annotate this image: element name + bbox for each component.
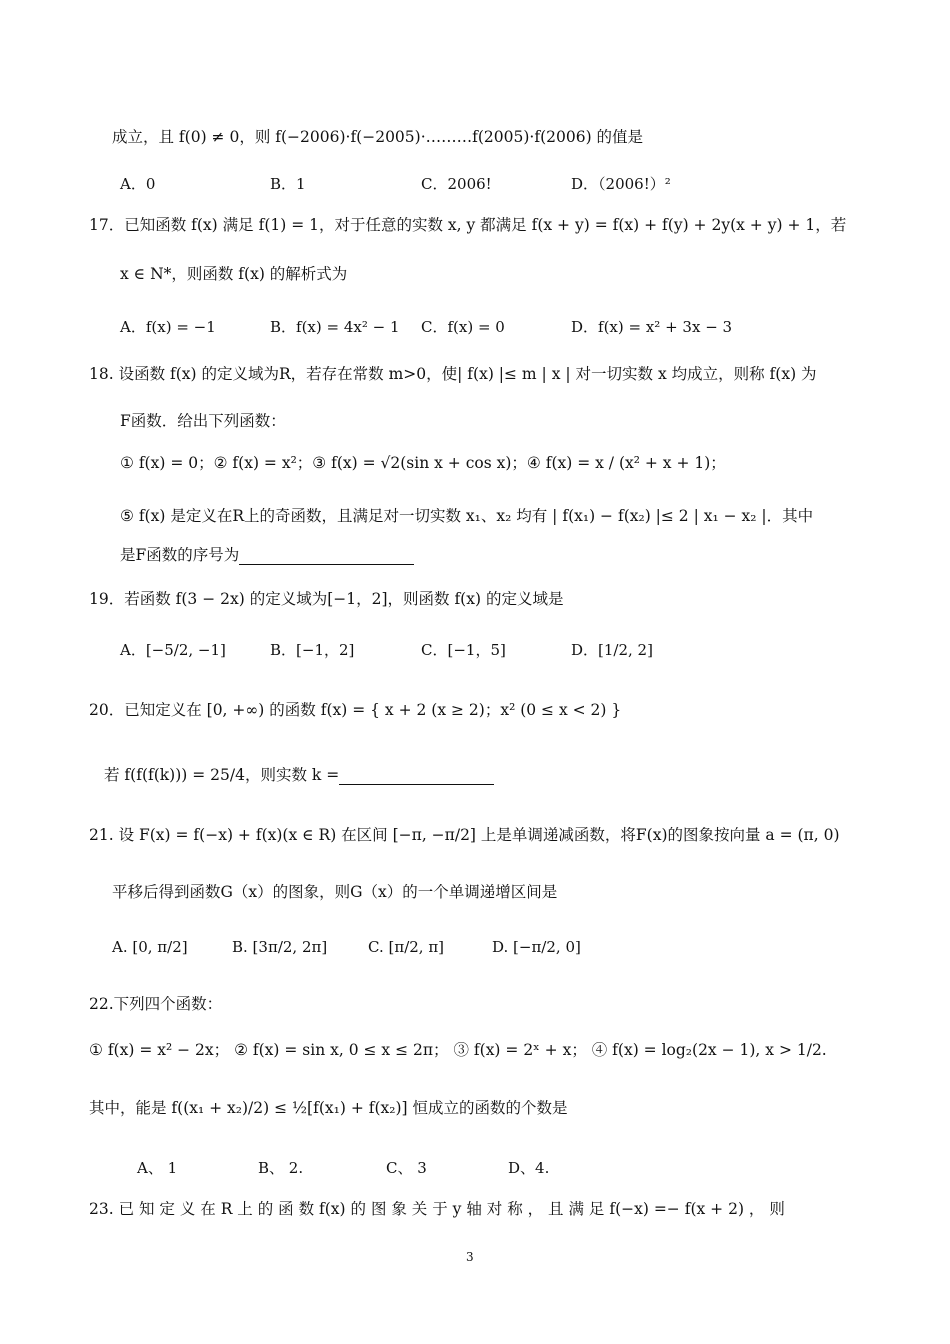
q21-stem-2: 平移后得到函数G（x）的图象，则G（x）的一个单调递增区间是 <box>112 883 558 901</box>
q18-answer-prompt: 是F函数的序号为 <box>120 546 240 564</box>
q19-option-a: A．[−5/2, −1] <box>120 641 226 659</box>
q23-stem: 23. 已 知 定 义 在 R 上 的 函 数 f(x) 的 图 象 关 于 y 轴 对 称 ， 且 满 足 f(−x) =− f(x + 2) ， 则 <box>89 1200 785 1218</box>
q18-stem: 18. 设函数 f(x) 的定义域为R，若存在常数 m>0，使| f(x) |≤ m | x | 对一切实数 x 均成立，则称 f(x) 为 <box>89 365 817 383</box>
q20-answer-line <box>104 765 494 785</box>
q21-option-a: A. [0, π/2] <box>112 938 188 956</box>
q18-answer-blank[interactable] <box>239 546 414 565</box>
q21-stem: 21. 设 F(x) = f(−x) + f(x)(x ∈ R) 在区间 [−π, −π/2] 上是单调递减函数，将F(x)的图象按向量 a = (π, 0) <box>89 826 840 844</box>
q19-option-c: C．[−1，5] <box>421 641 506 659</box>
q22-stem: 22.下列四个函数： <box>89 995 223 1013</box>
q22-stem-2: 其中，能是 f((x₁ + x₂)/2) ≤ ½[f(x₁) + f(x₂)] 恒成立的函数的个数是 <box>89 1099 568 1117</box>
q16-stem: 成立，且 f(0) ≠ 0，则 f(−2006)·f(−2005)·………f(2005)·f(2006) 的值是 <box>112 128 644 146</box>
q20-answer-prompt: 若 f(f(f(k))) = 25/4，则实数 k = <box>104 766 340 784</box>
q22-option-d: D、4. <box>508 1159 550 1177</box>
q22-option-c: C、 3 <box>386 1159 427 1177</box>
q16-option-d: D．（2006!）² <box>571 175 671 193</box>
q18-answer-line <box>120 545 414 565</box>
q22-option-a: A、 1 <box>137 1159 178 1177</box>
q17-option-b: B．f(x) = 4x² − 1 <box>270 318 400 336</box>
q18-item-5: ⑤ f(x) 是定义在R上的奇函数，且满足对一切实数 x₁、x₂ 均有 | f(x₁) − f(x₂) |≤ 2 | x₁ − x₂ |．其中 <box>120 507 814 525</box>
q21-option-c: C. [π/2, π] <box>368 938 445 956</box>
q16-option-b: B．1 <box>270 175 306 193</box>
q17-option-c: C．f(x) = 0 <box>421 318 505 336</box>
page-number: 3 <box>466 1250 474 1264</box>
q19-option-d: D．[1/2, 2] <box>571 641 653 659</box>
q22-functions: ① f(x) = x² − 2x； ② f(x) = sin x, 0 ≤ x ≤ 2π； ③ f(x) = 2ˣ + x； ④ f(x) = log₂(2x − 1), x > 1/2. <box>89 1041 827 1059</box>
q16-option-c: C．2006! <box>421 175 492 193</box>
q19-option-b: B．[−1，2] <box>270 641 355 659</box>
q17-stem-2: x ∈ N*，则函数 f(x) 的解析式为 <box>120 265 348 283</box>
q17-option-d: D．f(x) = x² + 3x − 3 <box>571 318 733 336</box>
q18-functions: ① f(x) = 0；② f(x) = x²；③ f(x) = √2(sin x + cos x)；④ f(x) = x / (x² + x + 1)； <box>120 454 726 472</box>
q21-option-b: B. [3π/2, 2π] <box>232 938 328 956</box>
q22-option-b: B、 2. <box>258 1159 304 1177</box>
q19-stem: 19．若函数 f(3 − 2x) 的定义域为[−1，2]，则函数 f(x) 的定义域是 <box>89 590 564 608</box>
q17-stem: 17．已知函数 f(x) 满足 f(1) = 1，对于任意的实数 x, y 都满足 f(x + y) = f(x) + f(y) + 2y(x + y) + 1，若 <box>89 216 847 234</box>
q17-option-a: A．f(x) = −1 <box>120 318 216 336</box>
q20-stem: 20．已知定义在 [0, +∞) 的函数 f(x) = { x + 2 (x ≥ 2)；x² (0 ≤ x < 2) } <box>89 701 622 719</box>
q16-option-a: A．0 <box>120 175 156 193</box>
q18-stem-2: F函数．给出下列函数： <box>120 412 286 430</box>
q20-answer-blank[interactable] <box>339 766 494 785</box>
q21-option-d: D. [−π/2, 0] <box>492 938 581 956</box>
